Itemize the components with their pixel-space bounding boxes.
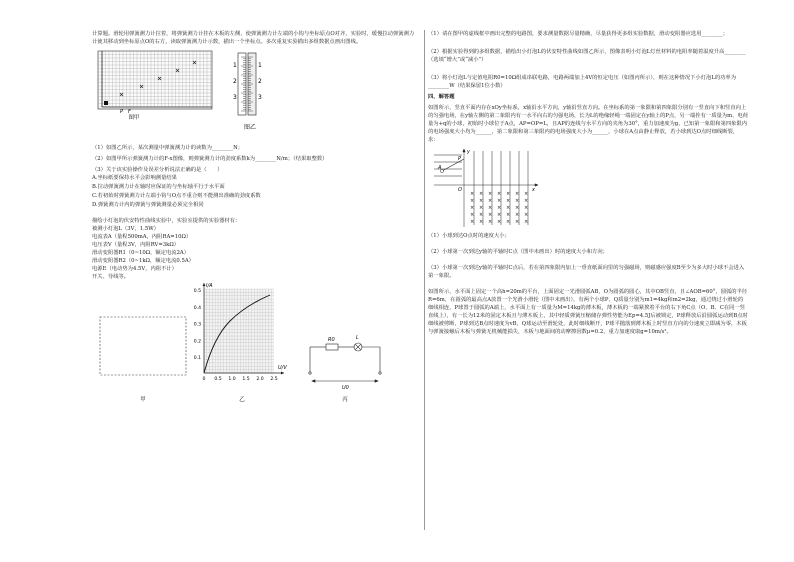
svg-text:×: × — [470, 191, 475, 197]
svg-text:×: × — [524, 198, 529, 204]
svg-text:2: 2 — [258, 78, 262, 85]
ytick: 0.5 — [193, 289, 201, 294]
svg-text:×: × — [470, 219, 475, 225]
svg-text:P: P — [458, 156, 462, 162]
svg-text:×: × — [524, 212, 529, 218]
experiment-intro: 描绘小灯泡的伏安特性曲线实验中，实验室提供的实验器材有： — [92, 218, 241, 224]
xtick: 0 — [202, 377, 206, 382]
figure-circuit-row — [92, 281, 418, 411]
fig-label: 丙 — [342, 397, 348, 403]
xtick: 2.5 — [270, 377, 278, 382]
right-column — [428, 30, 748, 339]
svg-text:3: 3 — [258, 94, 262, 101]
svg-text:×: × — [470, 198, 475, 204]
xtick: 1.5 — [242, 377, 250, 382]
circuit-u-label: U0 — [342, 385, 349, 391]
sub-question-3: （3）小球第一次到达y轴的平轴时C点后，若在第四象限内加上一垂直纸面向里的匀强磁场，则磁感应强度B至少为多大时小球不会进入第一象限。 — [428, 265, 745, 279]
svg-text:y: y — [467, 149, 470, 155]
svg-text:×: × — [488, 191, 493, 197]
svg-text:×: × — [479, 198, 484, 204]
svg-text:x: x — [532, 187, 535, 193]
svg-text:F: F — [128, 109, 131, 115]
right-question-1: （1）请在图甲的虚线框中画出完整的电路图，要求测量数据尽量精确，尽量获得更多组实验数据，滑动变阻器应选用________； — [428, 31, 728, 37]
svg-text:×: × — [488, 198, 493, 204]
question-3: （3）关于该实验操作及误差分析说法正确的是（ ） — [92, 167, 223, 173]
svg-text:×: × — [506, 212, 511, 218]
circuit-l-label: L — [356, 335, 359, 341]
figure-field-diagram — [428, 147, 748, 229]
svg-text:A: A — [438, 165, 442, 171]
svg-text:×: × — [470, 212, 475, 218]
fig-label-jia: 图甲 — [128, 115, 140, 121]
fig-label: 甲 — [140, 397, 146, 403]
svg-text:×: × — [479, 205, 484, 211]
problem-1-text: 如图所示，竖直平面内存在xOy坐标系，x轴沿水平方向，y轴沿竖直方向。在坐标系的第一象限和第四象限分别有一竖直向下和竖直向上的匀强电场，在y轴左侧的第二象限内有一水平向右的匀强电场，长为L的绝缘轻绳一端固定在y轴上的P点，另一端拴有一质量为m、电荷量为+q的小球，初始时小球位于A点，AP=OP=L，且AP的连线与水平方向的夹角为30°，重力加速度为g，已知第一象限和第四象限内的电场强度大小均为______，第二象限和第三象限内的电场强度大小为______，小球在A点由静止释放，若小球到达O点时细线断裂，求： — [428, 105, 749, 143]
figure-spring-scale — [92, 49, 418, 141]
svg-text:×: × — [497, 191, 502, 197]
svg-text:×: × — [497, 212, 502, 218]
graph-ylabel: I/A — [206, 283, 213, 289]
svg-text:×: × — [497, 198, 502, 204]
series-circuit — [309, 343, 381, 382]
ytick: 0.1 — [193, 356, 201, 362]
section-title: 四、解答题 — [428, 94, 455, 100]
xtick: 1.0 — [228, 377, 236, 382]
svg-text:×: × — [515, 219, 520, 225]
svg-text:×: × — [515, 212, 520, 218]
svg-text:×: × — [506, 219, 511, 225]
svg-text:×: × — [497, 205, 502, 211]
svg-text:1: 1 — [258, 62, 262, 69]
sub-question-2: （2）小球第一次到达y轴的平轴时C点（图中未画出）时的速度大小和方向； — [428, 249, 608, 255]
svg-text:×: × — [479, 191, 484, 197]
xtick: 2.0 — [256, 377, 264, 382]
circuit-r-label: R0 — [328, 337, 335, 343]
ytick: 0.3 — [193, 322, 201, 328]
svg-text:2: 2 — [233, 78, 237, 85]
fig-label-yi: 图乙 — [243, 124, 257, 131]
equip-item: 电源E（电动势为4.5V，内阻不计） — [92, 266, 177, 272]
question-2: （2）如图甲所示弹簧测力计的F-x图像，则弹簧测力计的劲度系数k为________N/m；（结果取整数） — [92, 156, 328, 162]
svg-text:×: × — [506, 198, 511, 204]
svg-text:3: 3 — [233, 94, 237, 101]
option-b: B.拉动弹簧测力计在轴时应保证的与坐标轴平行于水平面 — [92, 184, 225, 190]
equip-item: 被测小灯泡L（3V，1.5W） — [92, 226, 159, 232]
svg-text:×: × — [488, 212, 493, 218]
equip-item: 滑动变阻器R1（0~10Ω，额定电流2A） — [92, 250, 190, 256]
svg-text:×: × — [488, 205, 493, 211]
svg-text:×: × — [479, 219, 484, 225]
problem-2-text: 如图所示，水平面上固定一个高h=20m的平台，上面固定一光滑圆弧AB，O为圆弧的圆心，其中OB竖直，且∠AOB=60°，圆弧的半径R=6m，在圆弧的最高点A放置一个光滑小滑轮（图中未画出），有两个小球P、Q质量分别为m1=4kg和m2=2kg，通过绕过小滑轮的细线相连，P球置于圆弧的A端上，水平面上有一质量为M=14kg的薄木板，薄木板的一端紧挨着平台的右下角C点（O、B、C在同一竖直线上），有一长为12米的固定木板且与薄木板上，其中轻质弹簧压缩储存弹性势能为Ep=4.5J后被锁定，P球释放后沿圆弧运动到B点时细线被剪断，P球到达B点时速度为vB，Q球运动至滑轮处，此时细线断开，P球平抛落到薄木板上时竖直方向的分速度立即减为零，木板与弹簧接触后木板与弹簧无机械能损失，木板与地面间的动摩擦因数μ=0.2，重力加速度取g=10m/s²。 — [428, 289, 748, 335]
svg-text:×: × — [515, 191, 520, 197]
option-a: A.坐标纸要保持水平会影响测量结果 — [92, 175, 177, 181]
spring-scale — [233, 53, 262, 131]
svg-text:×: × — [524, 219, 529, 225]
svg-text:×: × — [470, 205, 475, 211]
right-question-3: （3）将小灯泡L与定值电阻R0=10Ω组成串联电路，电路两端加上4V的恒定电压（如图丙所示），则在这种情况下小灯泡L的功率为________W（结果保留1位小数） — [428, 75, 737, 89]
equip-item: 滑动变阻器R2（0~1kΩ，额定电流0.5A） — [92, 258, 194, 264]
svg-text:×: × — [497, 219, 502, 225]
xtick: 0.5 — [214, 377, 222, 382]
svg-text:O: O — [458, 187, 462, 193]
svg-text:×: × — [524, 191, 529, 197]
svg-text:×: × — [524, 205, 529, 211]
left-column — [92, 30, 418, 414]
svg-text:×: × — [506, 191, 511, 197]
column-divider — [424, 30, 425, 530]
svg-text:1: 1 — [233, 62, 237, 69]
ytick: 0.2 — [193, 339, 201, 345]
ytick: 0.4 — [193, 305, 201, 311]
option-c: C.若初始时弹簧测力计左端小钩与O点不重合则不能测出准确的劲度系数 — [92, 193, 261, 199]
graph-xlabel: U/V — [278, 365, 287, 371]
svg-text:×: × — [506, 205, 511, 211]
equip-item: 电流表A（量程500mA，内阻RA=10Ω） — [92, 234, 192, 240]
circuit-drawing-box[interactable] — [100, 317, 186, 375]
intro-text: 计算题。滑轮用弹簧测力计拉着，将弹簧测力计挂在木板的左侧，使弹簧测力计左端的小钩与坐标原点O对齐，实验时，缓慢拉动弹簧测力计使其移动到坐标原点O的右方，读取弹簧测力计示数，描出一个坐标点。多次重复实验描出多组数据点画出图线。 — [92, 31, 415, 45]
option-d: D.弹簧测力计内的弹簧与弹簧测量必须完全相同 — [92, 202, 204, 208]
right-question-2: （2）根据实验得到的多组数据，描绘出小灯泡L的伏安特性曲线如图乙所示，图像表明小灯泡L灯丝材料的电阻率随着温度升高________（选填“增大”或“减小”） — [428, 49, 746, 63]
grid-paper — [98, 51, 212, 121]
sub-question-1: （1）小球到达O点时的速度大小； — [428, 233, 510, 239]
svg-text:P: P — [120, 109, 124, 115]
equip-item: 开关、导线等。 — [92, 274, 130, 280]
question-1: （1）如图乙所示，某次测量中弹簧测力计的读数为________N； — [92, 145, 244, 151]
equip-item: 电压表V（量程3V，内阻RV=3kΩ） — [92, 242, 180, 248]
fig-label: 乙 — [239, 397, 245, 403]
iu-graph — [194, 283, 288, 403]
svg-text:×: × — [515, 198, 520, 204]
svg-text:×: × — [479, 212, 484, 218]
svg-text:×: × — [515, 205, 520, 211]
svg-text:×: × — [488, 219, 493, 225]
